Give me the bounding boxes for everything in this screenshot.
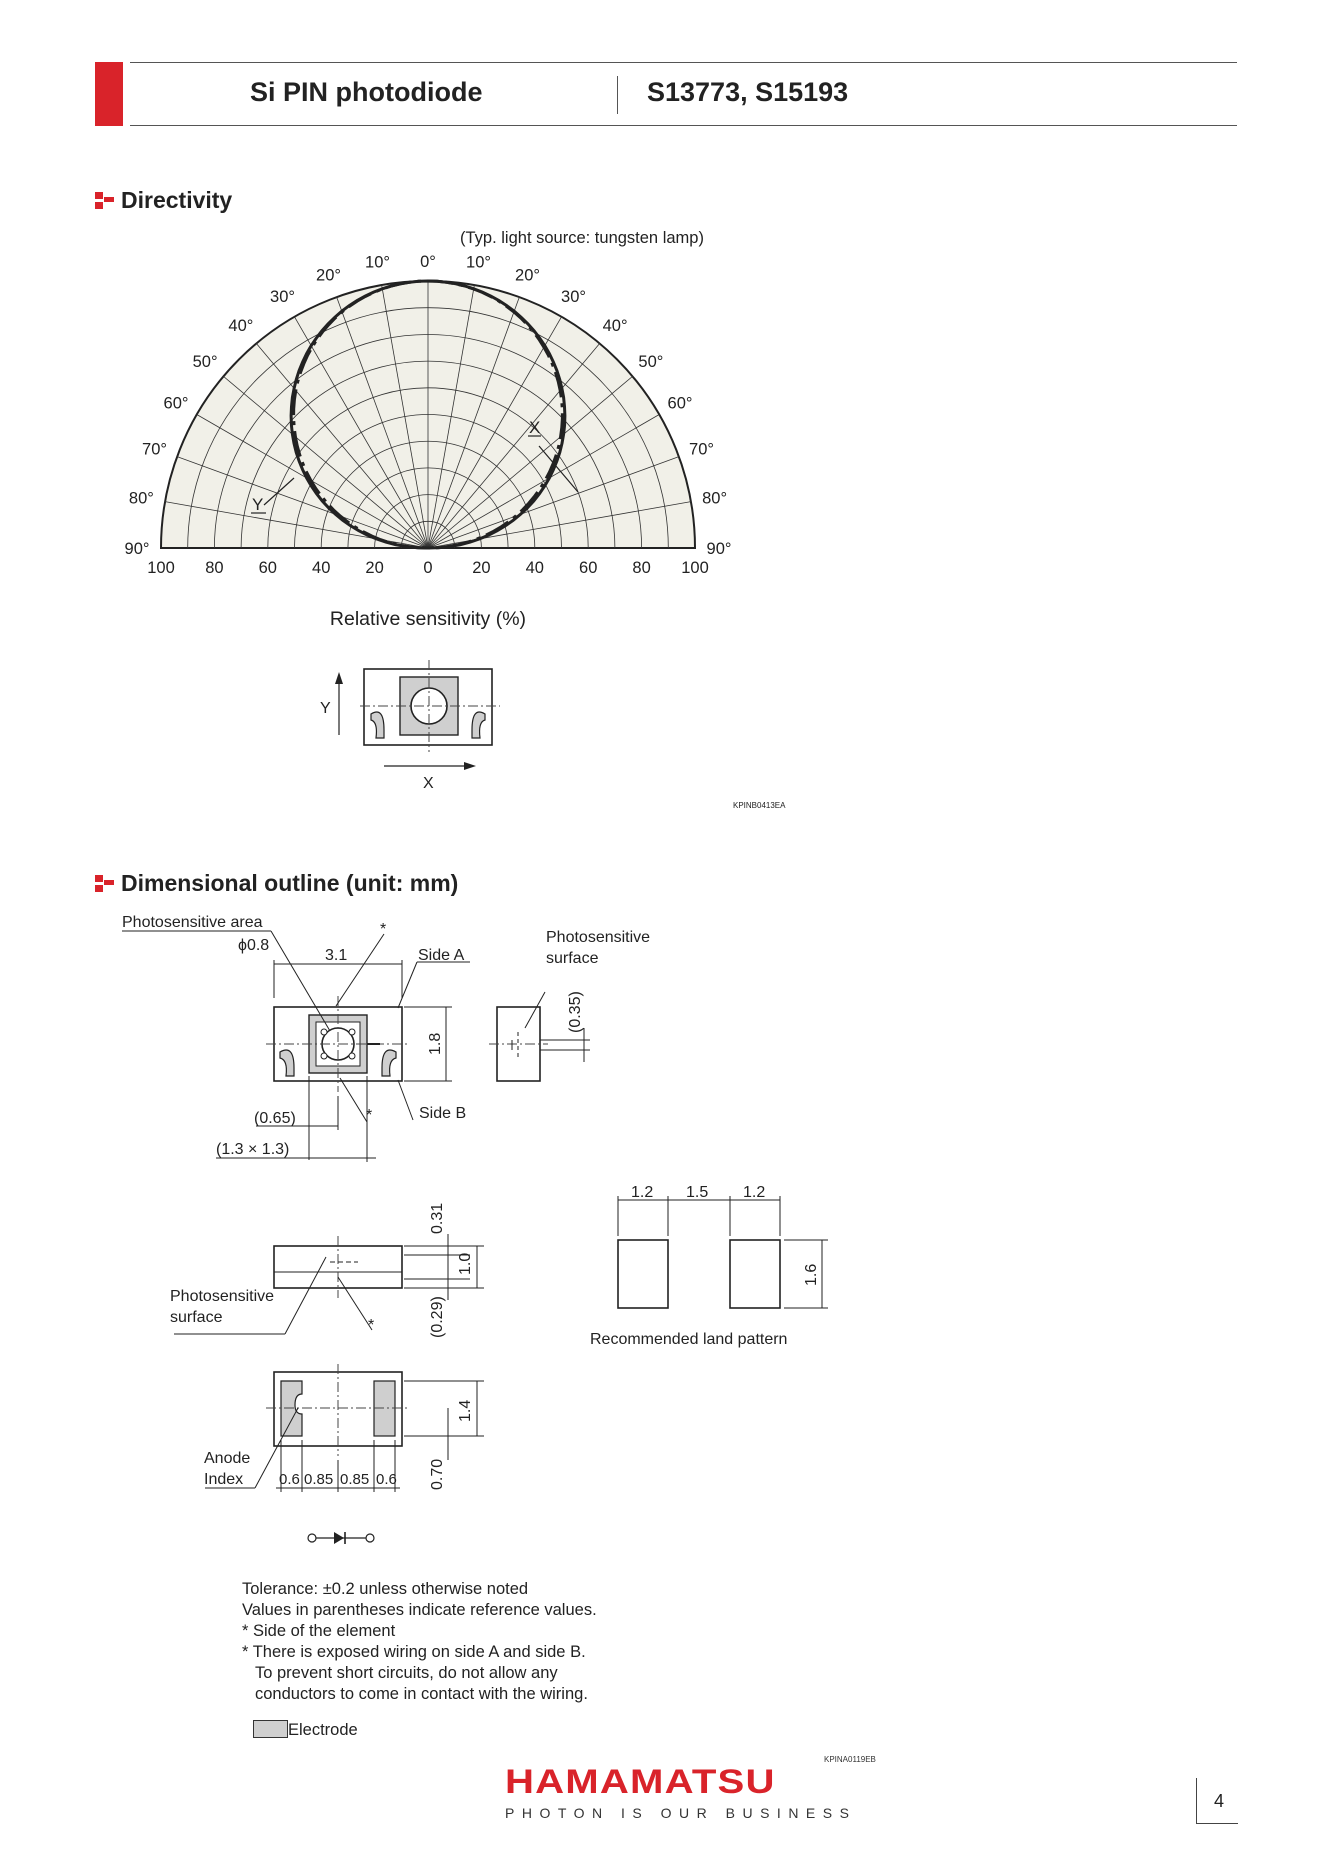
outline-heading: Dimensional outline (unit: mm) <box>95 870 458 897</box>
angle-label: 90° <box>124 540 150 558</box>
diode-symbol-icon <box>308 1532 374 1544</box>
photosensitive-area-label: Photosensitive area <box>122 914 263 931</box>
side-b-label: Side B <box>419 1105 467 1122</box>
angle-label: 20° <box>515 266 540 285</box>
side-view <box>489 992 640 1081</box>
star-top: * <box>380 921 387 938</box>
radial-label: 100 <box>147 559 175 577</box>
angle-label: 70° <box>142 440 167 459</box>
dim-1-0: 1.0 <box>457 1252 474 1275</box>
outline-drawing <box>0 900 1323 1560</box>
dim-035: (0.35) <box>567 991 584 1033</box>
angle-label: 30° <box>561 288 586 306</box>
angle-label: 60° <box>667 394 693 413</box>
angle-label: 50° <box>192 352 218 371</box>
angle-label: 80° <box>128 489 154 508</box>
axis-x-label: X <box>423 775 434 792</box>
phi-label: ϕ0.8 <box>238 937 270 954</box>
ps-surface-top-1: Photosensitive <box>546 929 651 946</box>
electrode-legend <box>253 1720 358 1740</box>
anode-label-2: Index <box>204 1471 244 1488</box>
angle-label: 20° <box>316 266 341 285</box>
angle-label: 70° <box>689 440 714 459</box>
angle-label: 40° <box>228 317 254 336</box>
note-line: conductors to come in contact with the wiring. <box>255 1685 588 1703</box>
pad-dim-3: 0.85 <box>340 1471 370 1488</box>
land-dim-2: 1.5 <box>686 1184 709 1201</box>
dim-13x13: (1.3 × 1.3) <box>216 1141 290 1158</box>
radial-label: 60 <box>258 559 277 577</box>
land-pattern <box>618 1196 828 1308</box>
directivity-chart <box>0 0 1323 870</box>
outline-notes <box>242 1579 597 1705</box>
chart-code: KPINB0413EA <box>733 801 786 810</box>
model-title: S13773, S15193 <box>647 77 849 107</box>
radial-label: 40 <box>312 559 331 577</box>
electrode-legend-label: Electrode <box>288 1721 358 1739</box>
angle-label: 60° <box>163 394 189 413</box>
radial-label: 80 <box>205 559 224 577</box>
directivity-heading: Directivity <box>95 187 232 214</box>
dim-065: (0.65) <box>254 1110 296 1127</box>
radial-label: 100 <box>681 559 709 577</box>
hamamatsu-logo: HAMAMATSU <box>505 1763 776 1801</box>
dim-029: (0.29) <box>429 1296 446 1338</box>
typ-note: (Typ. light source: tungsten lamp) <box>460 229 704 247</box>
note-line: * Side of the element <box>242 1622 396 1640</box>
angle-label: 10° <box>466 253 491 272</box>
section-marker-icon <box>95 873 115 893</box>
curve-label-y: Y <box>252 495 264 514</box>
angle-label: 80° <box>702 489 728 508</box>
star-front: * <box>368 1317 375 1334</box>
dim-031: 0.31 <box>429 1202 446 1234</box>
chart-xlabel: Relative sensitivity (%) <box>329 608 527 630</box>
dim-1-8: 1.8 <box>427 1032 444 1055</box>
note-line: To prevent short circuits, do not allow any <box>255 1664 558 1682</box>
radial-label: 80 <box>632 559 651 577</box>
note-line: * There is exposed wiring on side A and side B. <box>242 1643 586 1661</box>
pad-dim-4: 0.6 <box>376 1471 397 1488</box>
dim-1-4: 1.4 <box>457 1399 474 1422</box>
land-caption: Recommended land pattern <box>590 1331 788 1348</box>
radial-label: 60 <box>579 559 598 577</box>
tagline: PHOTON IS OUR BUSINESS <box>505 1805 857 1821</box>
side-a-label: Side A <box>418 947 465 964</box>
angle-label: 30° <box>270 288 295 306</box>
star-bottom: * <box>366 1107 373 1124</box>
axis-y-label: Y <box>320 700 331 717</box>
ps-surface-bottom-1: Photosensitive <box>170 1288 275 1305</box>
land-height: 1.6 <box>803 1263 820 1286</box>
angle-label: 90° <box>706 540 732 558</box>
top-view <box>122 931 470 1162</box>
radial-label: 20 <box>365 559 384 577</box>
product-title: Si PIN photodiode <box>250 77 483 107</box>
page-number: 4 <box>1214 1791 1225 1811</box>
angle-label: 40° <box>602 317 628 336</box>
note-line: Tolerance: ±0.2 unless otherwise noted <box>242 1580 529 1598</box>
ps-surface-top-2: surface <box>546 950 599 967</box>
radial-label: 20 <box>472 559 491 577</box>
dim-3-1: 3.1 <box>325 947 348 964</box>
outline-code: KPINA0119EB <box>824 1755 876 1764</box>
curve-label-x: X <box>529 418 541 437</box>
dim-070: 0.70 <box>429 1458 446 1490</box>
orientation-diagram <box>335 660 500 770</box>
radial-labels <box>147 559 709 577</box>
radial-label: 40 <box>525 559 544 577</box>
ps-surface-bottom-2: surface <box>170 1309 223 1326</box>
pad-dim-1: 0.6 <box>279 1471 300 1488</box>
land-dim-1: 1.2 <box>631 1184 654 1201</box>
anode-label-1: Anode <box>204 1450 251 1467</box>
angle-label: 50° <box>638 352 664 371</box>
electrode-swatch <box>253 1720 288 1738</box>
note-line: Values in parentheses indicate reference values. <box>242 1601 597 1619</box>
angle-label: 0° <box>420 253 436 271</box>
radial-label: 0 <box>423 559 433 577</box>
pad-dim-2: 0.85 <box>304 1471 334 1488</box>
land-dim-3: 1.2 <box>743 1184 766 1201</box>
angle-label: 10° <box>365 253 390 272</box>
